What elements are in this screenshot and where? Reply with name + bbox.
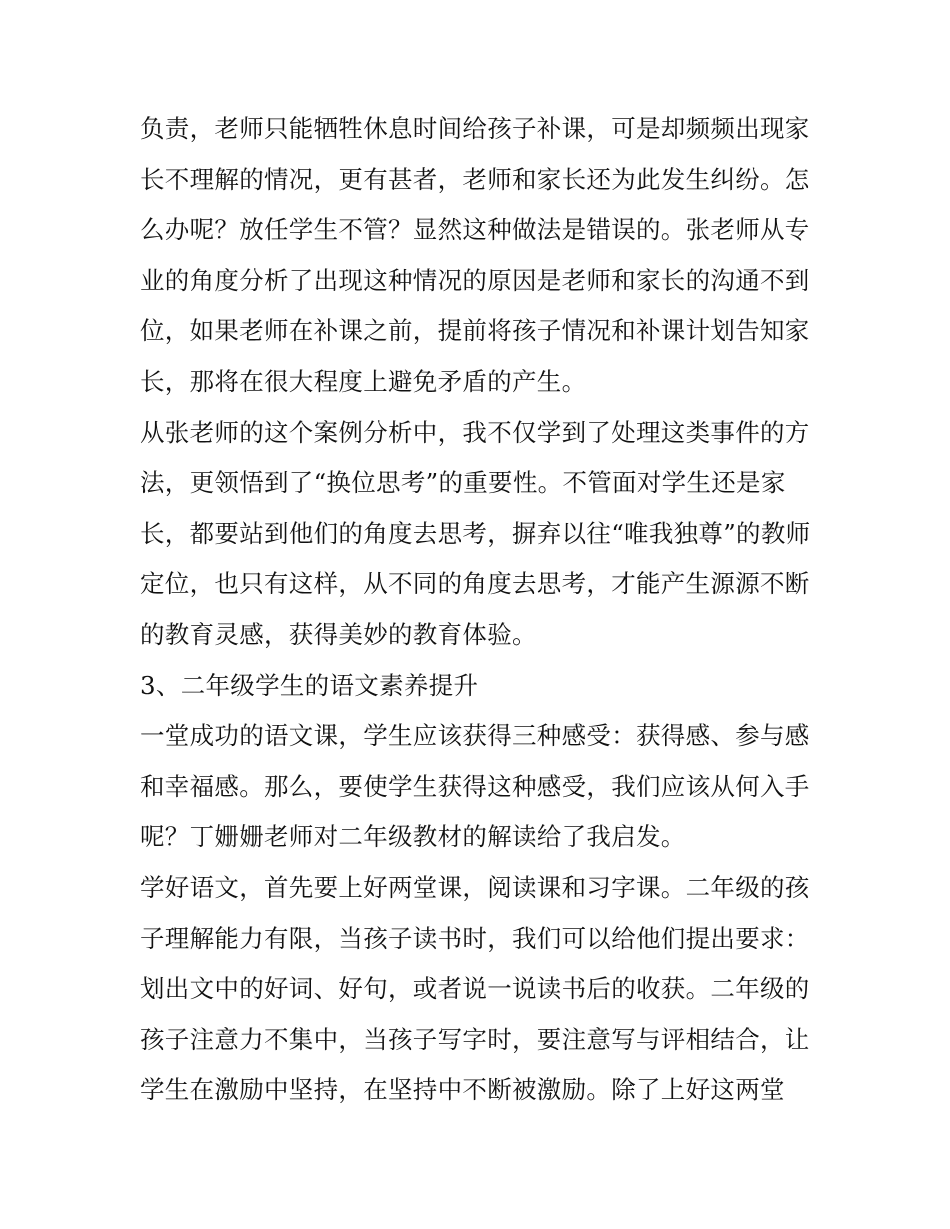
section-heading: 3、二年级学生的语文素养提升 <box>140 670 479 700</box>
text-line: 长，那将在很大程度上避免矛盾的产生。 <box>140 366 587 396</box>
text-line: 呢？丁姗姗老师对二年级教材的解读给了我启发。 <box>140 822 686 852</box>
text-line: 负责，老师只能牺牲休息时间给孩子补课，可是却频频出现家 <box>140 114 810 143</box>
text-line: 定位，也只有这样，从不同的角度去思考，才能产生源源不断 <box>140 569 810 599</box>
text-line: 子理解能力有限，当孩子读书时，我们可以给他们提出要求： <box>140 923 810 953</box>
text-line: 一堂成功的语文课，学生应该获得三种感受：获得感、参与感 <box>140 721 810 751</box>
text-line: 和幸福感。那么，要使学生获得这种感受，我们应该从何入手 <box>140 771 810 801</box>
text-line: 学生在激励中坚持，在坚持中不断被激励。除了上好这两堂 <box>140 1075 785 1105</box>
text-line: 么办呢？放任学生不管？显然这种做法是错误的。张老师从专 <box>140 215 810 245</box>
text-line: 位，如果老师在补课之前，提前将孩子情况和补课计划告知家 <box>140 316 810 346</box>
text-line: 孩子注意力不集中，当孩子写字时，要注意写与评相结合，让 <box>140 1024 810 1054</box>
text-line: 长不理解的情况，更有甚者，老师和家长还为此发生纠纷。怎 <box>140 164 810 194</box>
text-line: 业的角度分析了出现这种情况的原因是老师和家长的沟通不到 <box>140 265 810 295</box>
text-line: 长，都要站到他们的角度去思考，摒弃以往“唯我独尊”的教师 <box>140 518 811 548</box>
text-line: 学好语文，首先要上好两堂课，阅读课和习字课。二年级的孩 <box>140 872 810 902</box>
text-line: 法，更领悟到了“换位思考”的重要性。不管面对学生还是家 <box>140 468 786 498</box>
text-line: 的教育灵感，获得美妙的教育体验。 <box>140 619 537 649</box>
text-line: 从张老师的这个案例分析中，我不仅学到了处理这类事件的方 <box>140 417 810 447</box>
body-text <box>140 104 820 1116</box>
text-line: 划出文中的好词、好句，或者说一说读书后的收获。二年级的 <box>140 974 810 1004</box>
